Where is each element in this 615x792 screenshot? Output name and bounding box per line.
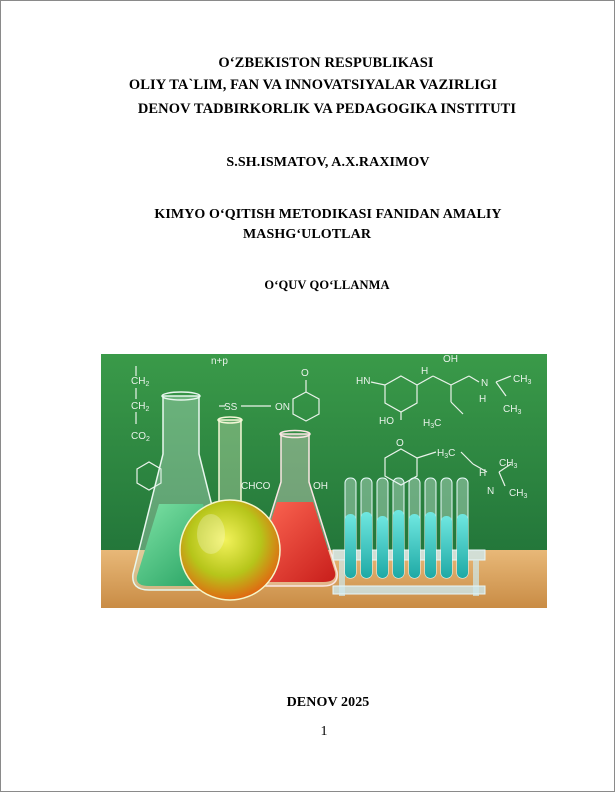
svg-text:N: N [487,486,495,497]
place-and-year: DENOV 2025 [286,695,370,710]
svg-text:HN: HN [356,376,371,387]
svg-text:HO: HO [379,416,394,427]
book-title-line2: MASHG‘ULOTLAR [242,227,372,242]
svg-text:CHCO: CHCO [241,481,271,492]
svg-text:H: H [479,394,487,405]
ministry-name-line: OLIY TA`LIM, FAN VA INNOVATSIYALAR VAZIRLIGI [128,77,498,93]
svg-text:ON: ON [275,402,290,413]
svg-text:CO2: $CO_2$ [131,431,150,443]
page-number: 1 [320,724,328,739]
svg-text:H: H [421,366,429,377]
svg-text:O: O [396,438,404,449]
institute-name-line: DENOV TADBIRKORLIK VA PEDAGOGIKA INSTITUTI [137,101,517,117]
svg-text:OH: OH [313,481,328,492]
authors: S.SH.ISMATOV, A.X.RAXIMOV [226,155,430,170]
svg-text:CH3: $CH_3$ [513,374,532,386]
svg-text:O: O [301,368,309,379]
svg-text:CH2: $CH_2$ [131,401,150,413]
chemistry-cover-image [101,354,547,608]
ministry-country-line: O‘ZBEKISTON RESPUBLIKASI [218,55,434,71]
book-title-line1: KIMYO O‘QITISH METODIKASI FANIDAN AMALIY [154,207,502,222]
svg-text:CH3: $CH_3$ [509,488,528,500]
svg-text:CH2: $CH_2$ [131,376,150,388]
svg-text:n+p: n+p [211,356,228,367]
svg-text:CH3: $CH_3$ [503,404,522,416]
svg-text:H3C: $H_3C$ [437,448,456,460]
svg-text:CH3: $CH_3$ [499,458,518,470]
svg-text:N: N [481,378,489,389]
svg-text:H: H [479,468,487,479]
book-type-subtitle: O‘QUV QO‘LLANMA [264,278,390,292]
svg-text:SS: SS [224,402,238,413]
svg-text:OH: OH [443,354,458,365]
svg-text:H3C: $H_3C$ [423,418,442,430]
